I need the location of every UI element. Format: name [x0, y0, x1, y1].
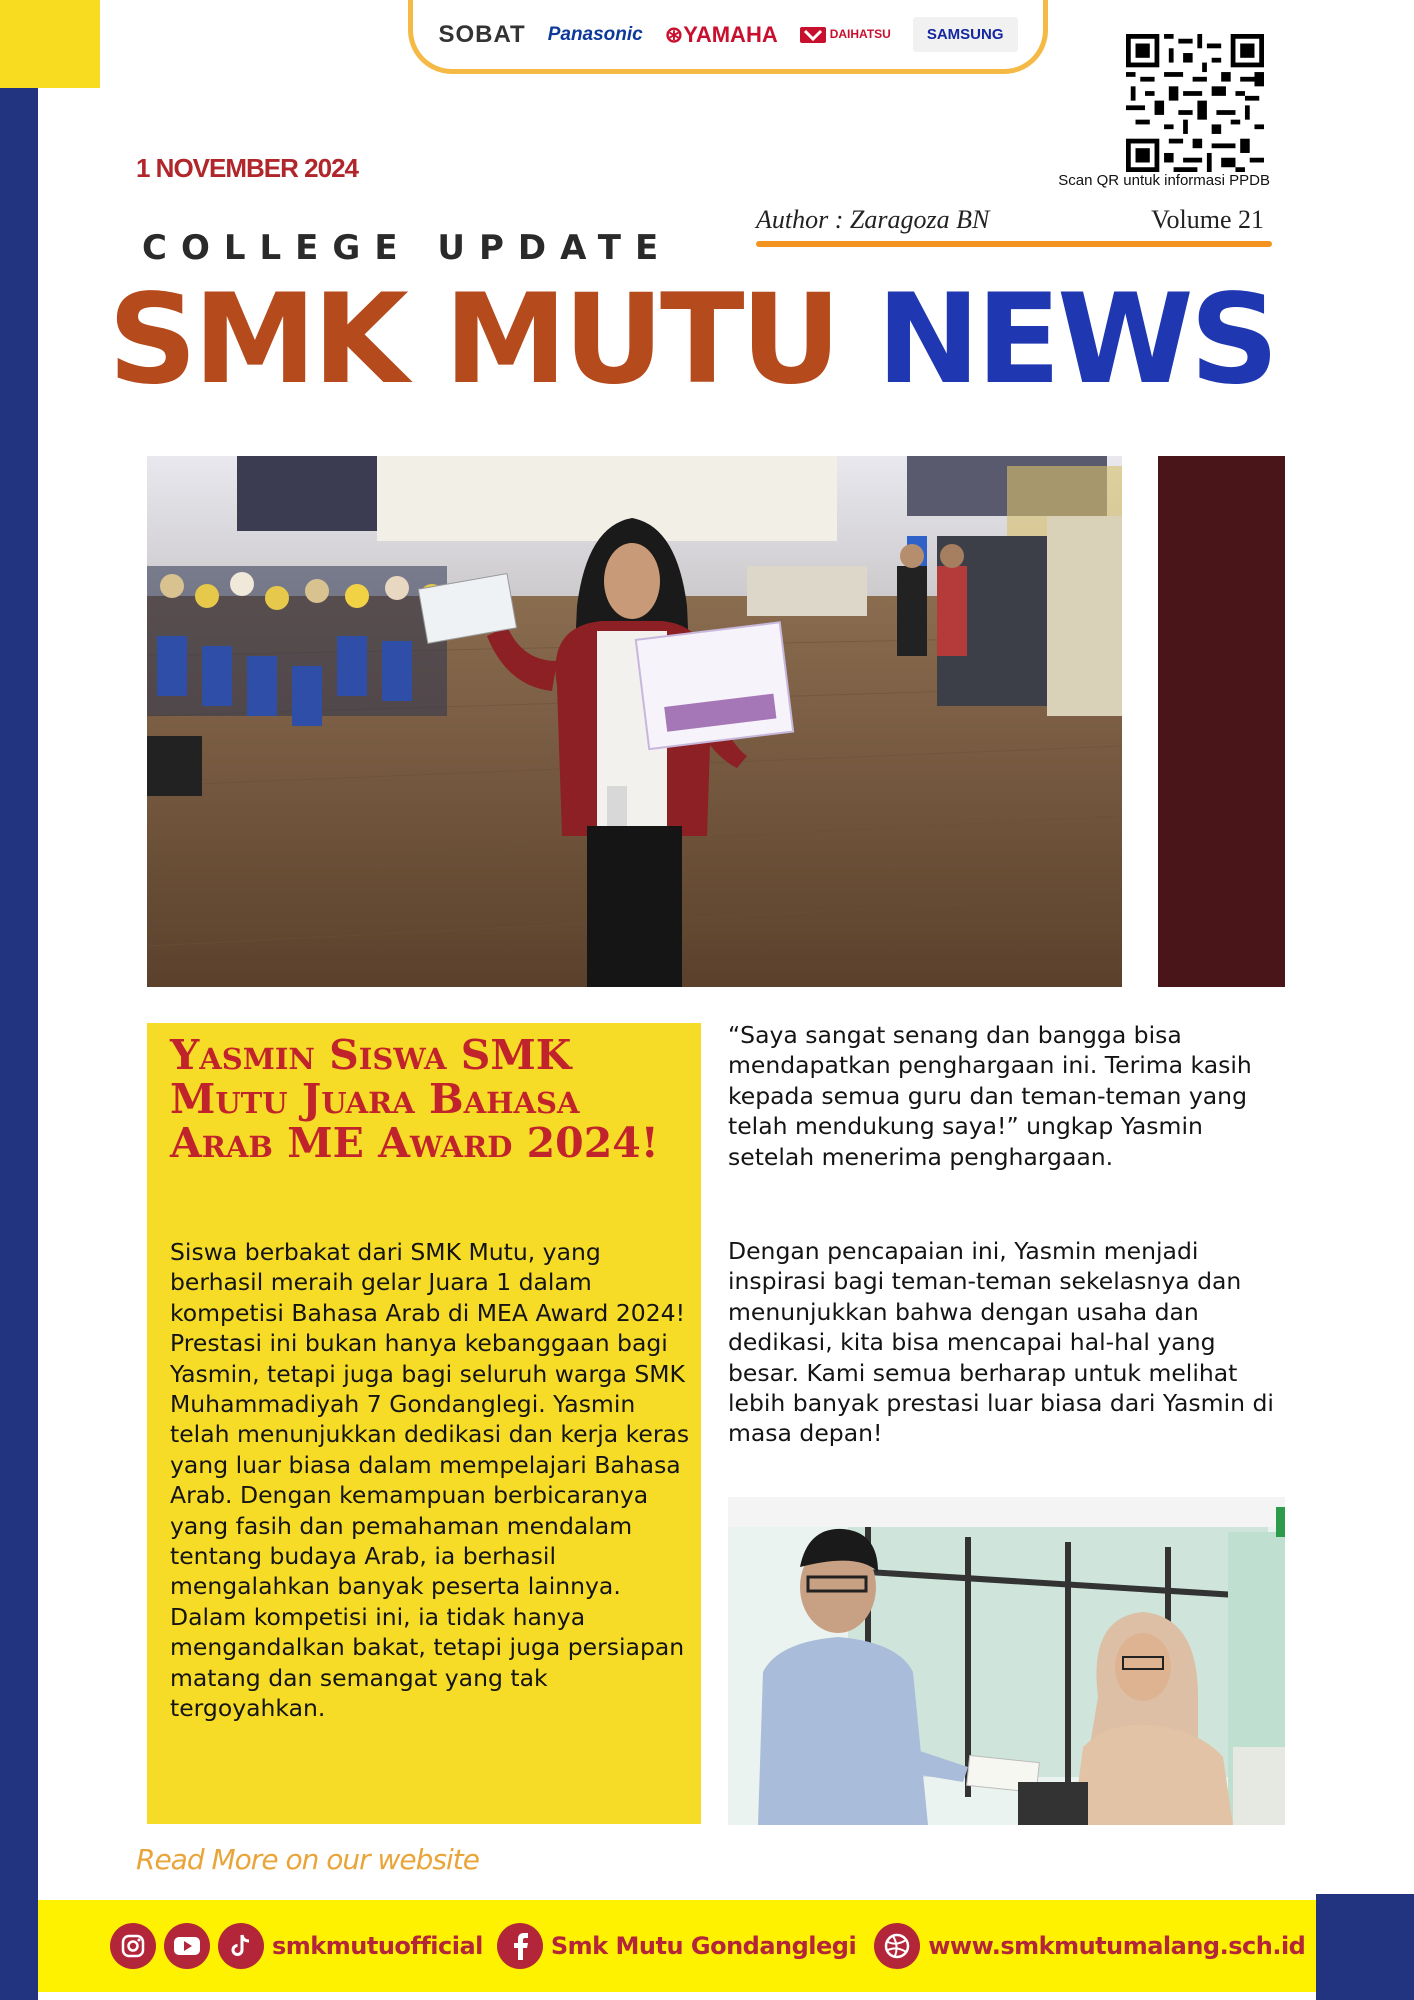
award-handover-photo	[728, 1497, 1285, 1825]
masthead-title	[108, 270, 1308, 410]
footer-social-bar	[38, 1900, 1316, 1992]
youtube-icon[interactable]	[164, 1923, 210, 1969]
issue-date: 1 NOVEMBER 2024	[136, 153, 358, 183]
author-divider	[756, 241, 1272, 247]
instagram-icon[interactable]	[110, 1923, 156, 1969]
daihatsu-emblem-icon	[800, 27, 826, 43]
facebook-icon[interactable]	[497, 1923, 543, 1969]
sponsor-logo-yamaha	[665, 22, 778, 48]
hero-side-bar	[1158, 456, 1285, 987]
yamaha-wordmark: YAMAHA	[683, 21, 778, 47]
qr-caption: Scan QR untuk informasi PPDB	[1058, 172, 1270, 189]
left-accent-bar	[0, 88, 38, 2000]
article-body-left: Siswa berbakat dari SMK Mutu, yang berhasil meraih gelar Juara 1 dalam kompetisi Bahasa Arab di MEA Award 2024! Prestasi ini bukan hanya kebanggaan bagi Yasmin, tetapi juga bagi seluruh warga SMK Muhammadiyah 7 Gondanglegi. Yasmin telah menunjukkan dedikasi dan kerja keras yang luar biasa dalam mempelajari Bahasa Arab. Dengan kemampuan berbicaranya yang fasih dan pemahaman mendalam tentang budaya Arab, ia berhasil mengalahkan banyak peserta lainnya. Dalam kompetisi ini, ia tidak hanya mengandalkan bakat, tetapi juga persiapan matang dan semangat yang tak tergoyahkan.	[170, 1238, 690, 1723]
sponsor-logo-sobat: SOBAT	[438, 20, 526, 48]
article-quote: “Saya sangat senang dan bangga bisa mendapatkan penghargaan ini. Terima kasih kepada semua guru dan teman-teman yang telah mendukung saya!” ungkap Yasmin setelah menerima penghargaan.	[728, 1021, 1252, 1171]
read-more-link[interactable]: Read More on our website	[136, 1843, 479, 1876]
author-line: Author : Zaragoza BN	[756, 205, 990, 234]
top-yellow-block	[0, 0, 100, 88]
volume-number: Volume 21	[1151, 205, 1264, 234]
hero-photo	[147, 456, 1122, 987]
website-globe-icon[interactable]	[874, 1923, 920, 1969]
sponsor-logo-daihatsu	[800, 27, 891, 43]
daihatsu-wordmark: DAIHATSU	[829, 26, 891, 41]
article-headline: Yasmin Siswa SMK Mutu Juara Bahasa Arab ME Award 2024!	[170, 1031, 659, 1167]
sponsor-logo-panasonic: Panasonic	[547, 23, 643, 45]
tiktok-icon[interactable]	[218, 1923, 264, 1969]
article-body-right: Dengan pencapaian ini, Yasmin menjadi inspirasi bagi teman-teman sekelasnya dan menunjukkan bahwa dengan usaha dan dedikasi, kita bisa mencapai hal-hal yang besar. Kami semua berharap untuk melihat lebih banyak prestasi luar biasa dari Yasmin di masa depan!	[728, 1237, 1274, 1448]
masthead-title-part1: SMK MUTU	[108, 268, 838, 412]
masthead-title-part2: NEWS	[876, 268, 1276, 412]
sponsor-logo-samsung: SAMSUNG	[913, 17, 1018, 52]
instagram-handle[interactable]: smkmutuofficial	[272, 1932, 483, 1960]
bottom-right-block	[1316, 1894, 1414, 2000]
facebook-page-name[interactable]: Smk Mutu Gondanglegi	[550, 1932, 857, 1960]
yamaha-emblem-icon: ⊛	[664, 21, 684, 47]
website-url[interactable]: www.smkmutumalang.sch.id	[928, 1932, 1306, 1960]
qr-code[interactable]	[1126, 34, 1264, 172]
sponsor-banner	[408, 0, 1048, 74]
kicker-text: COLLEGE UPDATE	[142, 228, 673, 268]
